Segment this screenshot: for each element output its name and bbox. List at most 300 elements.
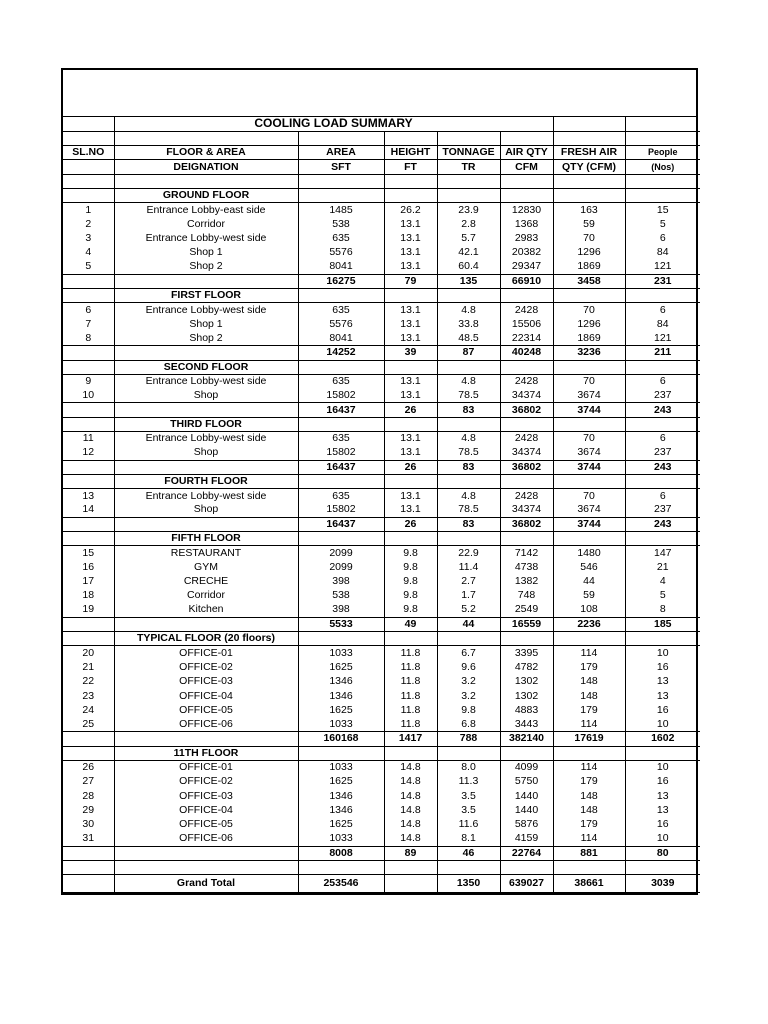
cell-tonnage: 22.9: [437, 546, 500, 560]
header-freshair: QTY (CFM): [553, 160, 625, 174]
floor-name: GROUND FLOOR: [114, 188, 298, 202]
cell-tonnage: 42.1: [437, 246, 500, 260]
floor-name: FIRST FLOOR: [114, 289, 298, 303]
table-row: [63, 231, 700, 245]
cell-freshair: 1869: [553, 260, 625, 274]
subtotal-row: [63, 403, 700, 417]
table-row: [63, 303, 700, 317]
floor-heading-row: [63, 746, 700, 760]
cell-area: 5576: [298, 317, 384, 331]
cell-people: 6: [625, 303, 700, 317]
header-row1: [63, 146, 700, 160]
cell-people: 6: [625, 489, 700, 503]
cell-freshair: 546: [553, 560, 625, 574]
cell-slno: 12: [63, 446, 114, 460]
header-slno: [63, 160, 114, 174]
subtotal-freshair: 3236: [553, 346, 625, 360]
header-tonnage: TONNAGE: [437, 146, 500, 160]
empty-cell: [114, 346, 298, 360]
cell-tonnage: 4.8: [437, 374, 500, 388]
empty-cell: [384, 417, 437, 431]
cell-airqty: 4738: [500, 560, 553, 574]
floor-heading-row: [63, 289, 700, 303]
subtotal-tonnage: 44: [437, 617, 500, 631]
cell-people: 13: [625, 689, 700, 703]
empty-cell: [437, 746, 500, 760]
empty-cell: [63, 732, 114, 746]
cell-airqty: 1440: [500, 789, 553, 803]
cell-area: 8041: [298, 331, 384, 345]
cell-tonnage: 78.5: [437, 389, 500, 403]
cell-area: 1033: [298, 832, 384, 846]
cell-tonnage: 11.3: [437, 775, 500, 789]
subtotal-freshair: 2236: [553, 617, 625, 631]
table-body: [63, 117, 700, 893]
cell-area: 635: [298, 231, 384, 245]
empty-cell: [63, 346, 114, 360]
cell-freshair: 1480: [553, 546, 625, 560]
subtotal-area: 16437: [298, 403, 384, 417]
empty-cell: [437, 474, 500, 488]
cell-freshair: 114: [553, 646, 625, 660]
cell-tonnage: 3.2: [437, 675, 500, 689]
empty-cell: [625, 188, 700, 202]
empty-cell: [384, 174, 437, 188]
cell-designation: CRECHE: [114, 575, 298, 589]
empty-cell: [298, 417, 384, 431]
subtotal-people: 243: [625, 403, 700, 417]
cell-area: 1033: [298, 717, 384, 731]
cell-tonnage: 1.7: [437, 589, 500, 603]
cell-height: 13.1: [384, 446, 437, 460]
header-people: People: [625, 146, 700, 160]
floor-name: TYPICAL FLOOR (20 floors): [114, 632, 298, 646]
cell-airqty: 4159: [500, 832, 553, 846]
grand-total-label: Grand Total: [114, 875, 298, 893]
empty-cell: [63, 188, 114, 202]
cell-designation: OFFICE-02: [114, 660, 298, 674]
empty-cell: [553, 117, 625, 131]
empty-cell: [63, 617, 114, 631]
cell-airqty: 748: [500, 589, 553, 603]
cell-designation: OFFICE-06: [114, 717, 298, 731]
cell-area: 15802: [298, 389, 384, 403]
cell-airqty: 22314: [500, 331, 553, 345]
subtotal-people: 211: [625, 346, 700, 360]
cell-designation: Corridor: [114, 217, 298, 231]
cell-people: 121: [625, 260, 700, 274]
cell-designation: OFFICE-01: [114, 646, 298, 660]
cell-slno: 10: [63, 389, 114, 403]
cell-people: 16: [625, 660, 700, 674]
cell-airqty: 1440: [500, 803, 553, 817]
cell-people: 6: [625, 231, 700, 245]
subtotal-row: [63, 517, 700, 531]
table-row: [63, 717, 700, 731]
subtotal-height: 79: [384, 274, 437, 288]
cell-height: 11.8: [384, 660, 437, 674]
cell-designation: Corridor: [114, 589, 298, 603]
empty-cell: [63, 274, 114, 288]
cell-airqty: 2428: [500, 374, 553, 388]
cell-designation: Entrance Lobby-west side: [114, 303, 298, 317]
cell-area: 635: [298, 489, 384, 503]
cell-freshair: 44: [553, 575, 625, 589]
floor-name: 11TH FLOOR: [114, 746, 298, 760]
cell-designation: OFFICE-03: [114, 675, 298, 689]
subtotal-height: 89: [384, 846, 437, 860]
cell-height: 9.8: [384, 589, 437, 603]
empty-cell: [63, 532, 114, 546]
cell-designation: Entrance Lobby-west side: [114, 489, 298, 503]
subtotal-tonnage: 46: [437, 846, 500, 860]
table-row: [63, 660, 700, 674]
subtotal-airqty: 16559: [500, 617, 553, 631]
empty-cell: [625, 474, 700, 488]
subtotal-row: [63, 460, 700, 474]
cell-height: 14.8: [384, 818, 437, 832]
table-row: [63, 775, 700, 789]
empty-cell: [553, 360, 625, 374]
cell-freshair: 3674: [553, 503, 625, 517]
cell-slno: 30: [63, 818, 114, 832]
cell-freshair: 163: [553, 203, 625, 217]
cell-airqty: 1302: [500, 689, 553, 703]
subtotal-area: 16437: [298, 460, 384, 474]
cell-tonnage: 78.5: [437, 446, 500, 460]
cell-designation: Shop: [114, 389, 298, 403]
subtotal-tonnage: 83: [437, 460, 500, 474]
cell-height: 13.1: [384, 374, 437, 388]
floor-name: SECOND FLOOR: [114, 360, 298, 374]
cell-height: 13.1: [384, 303, 437, 317]
cell-tonnage: 4.8: [437, 303, 500, 317]
cell-designation: OFFICE-04: [114, 803, 298, 817]
empty-cell: [437, 131, 500, 145]
empty-cell: [63, 875, 114, 893]
empty-cell: [625, 117, 700, 131]
subtotal-airqty: 382140: [500, 732, 553, 746]
cell-slno: 7: [63, 317, 114, 331]
empty-cell: [114, 174, 298, 188]
cell-freshair: 114: [553, 717, 625, 731]
cell-area: 635: [298, 303, 384, 317]
cell-airqty: 5750: [500, 775, 553, 789]
cell-height: 13.1: [384, 246, 437, 260]
cell-freshair: 179: [553, 703, 625, 717]
table-row: [63, 432, 700, 446]
empty-cell: [437, 174, 500, 188]
cell-people: 16: [625, 775, 700, 789]
cell-freshair: 1296: [553, 317, 625, 331]
cell-area: 1346: [298, 675, 384, 689]
cell-tonnage: 3.5: [437, 803, 500, 817]
empty-cell: [384, 131, 437, 145]
empty-cell: [625, 632, 700, 646]
page-title: COOLING LOAD SUMMARY: [114, 117, 553, 131]
cell-designation: Shop: [114, 446, 298, 460]
header-designation: FLOOR & AREA: [114, 146, 298, 160]
cell-tonnage: 2.8: [437, 217, 500, 231]
cell-people: 237: [625, 389, 700, 403]
header-freshair: FRESH AIR: [553, 146, 625, 160]
table-row: [63, 489, 700, 503]
empty-cell: [553, 632, 625, 646]
empty-cell: [625, 746, 700, 760]
cell-airqty: 3395: [500, 646, 553, 660]
cell-area: 8041: [298, 260, 384, 274]
cell-freshair: 70: [553, 432, 625, 446]
cooling-load-table: [63, 117, 700, 893]
subtotal-airqty: 36802: [500, 517, 553, 531]
cell-people: 121: [625, 331, 700, 345]
cell-area: 635: [298, 432, 384, 446]
empty-cell: [298, 174, 384, 188]
cell-area: 635: [298, 374, 384, 388]
cell-area: 1346: [298, 789, 384, 803]
cell-tonnage: 3.2: [437, 689, 500, 703]
empty-cell: [500, 860, 553, 874]
header-slno: SL.NO: [63, 146, 114, 160]
cell-slno: 27: [63, 775, 114, 789]
empty-cell: [500, 532, 553, 546]
cell-area: 1346: [298, 803, 384, 817]
cell-designation: Shop 2: [114, 260, 298, 274]
empty-cell: [625, 174, 700, 188]
cell-people: 13: [625, 803, 700, 817]
cell-designation: Shop 1: [114, 317, 298, 331]
empty-cell: [500, 746, 553, 760]
empty-cell: [298, 746, 384, 760]
subtotal-people: 243: [625, 517, 700, 531]
cell-height: 11.8: [384, 646, 437, 660]
floor-name: THIRD FLOOR: [114, 417, 298, 431]
subtotal-people: 243: [625, 460, 700, 474]
subtotal-height: 1417: [384, 732, 437, 746]
cell-slno: 17: [63, 575, 114, 589]
grand-total-people: 3039: [625, 875, 700, 893]
cell-slno: 3: [63, 231, 114, 245]
cell-freshair: 179: [553, 775, 625, 789]
cell-airqty: 5876: [500, 818, 553, 832]
cell-area: 2099: [298, 560, 384, 574]
subtotal-people: 231: [625, 274, 700, 288]
empty-cell: [500, 188, 553, 202]
cell-area: 1033: [298, 760, 384, 774]
subtotal-area: 16275: [298, 274, 384, 288]
cell-height: 26.2: [384, 203, 437, 217]
cell-height: 11.8: [384, 675, 437, 689]
cell-freshair: 3674: [553, 446, 625, 460]
subtotal-area: 160168: [298, 732, 384, 746]
sheet-header-blank: [63, 70, 696, 117]
cell-freshair: 70: [553, 231, 625, 245]
cell-airqty: 34374: [500, 446, 553, 460]
table-row: [63, 317, 700, 331]
cell-tonnage: 48.5: [437, 331, 500, 345]
empty-cell: [500, 289, 553, 303]
cell-area: 1625: [298, 818, 384, 832]
empty-cell: [114, 860, 298, 874]
cell-people: 5: [625, 217, 700, 231]
empty-cell: [437, 860, 500, 874]
subtotal-height: 49: [384, 617, 437, 631]
cell-area: 1485: [298, 203, 384, 217]
floor-heading-row: [63, 474, 700, 488]
cell-height: 13.1: [384, 260, 437, 274]
cell-tonnage: 8.1: [437, 832, 500, 846]
empty-cell: [114, 403, 298, 417]
cell-slno: 8: [63, 331, 114, 345]
table-row: [63, 503, 700, 517]
cell-tonnage: 6.8: [437, 717, 500, 731]
cell-area: 398: [298, 575, 384, 589]
empty-cell: [298, 360, 384, 374]
cell-designation: Shop 2: [114, 331, 298, 345]
grand-total-freshair: 38661: [553, 875, 625, 893]
empty-cell: [625, 417, 700, 431]
empty-cell: [625, 131, 700, 145]
cell-tonnage: 2.7: [437, 575, 500, 589]
subtotal-airqty: 22764: [500, 846, 553, 860]
cell-airqty: 29347: [500, 260, 553, 274]
cell-designation: Shop: [114, 503, 298, 517]
cell-freshair: 148: [553, 803, 625, 817]
cell-designation: OFFICE-04: [114, 689, 298, 703]
cell-height: 14.8: [384, 803, 437, 817]
header-area: AREA: [298, 146, 384, 160]
cell-area: 538: [298, 589, 384, 603]
table-row: [63, 675, 700, 689]
cell-people: 10: [625, 832, 700, 846]
header-people: (Nos): [625, 160, 700, 174]
header-height: HEIGHT: [384, 146, 437, 160]
empty-cell: [298, 632, 384, 646]
empty-cell: [63, 474, 114, 488]
empty-cell: [500, 417, 553, 431]
empty-cell: [553, 474, 625, 488]
empty-cell: [553, 860, 625, 874]
floor-heading-row: [63, 417, 700, 431]
cell-designation: OFFICE-02: [114, 775, 298, 789]
cell-tonnage: 8.0: [437, 760, 500, 774]
cell-slno: 28: [63, 789, 114, 803]
table-row: [63, 446, 700, 460]
subtotal-freshair: 3744: [553, 517, 625, 531]
cell-people: 147: [625, 546, 700, 560]
empty-cell: [298, 860, 384, 874]
cell-designation: OFFICE-06: [114, 832, 298, 846]
cell-freshair: 114: [553, 760, 625, 774]
floor-heading-row: [63, 360, 700, 374]
cell-area: 1346: [298, 689, 384, 703]
subtotal-height: 26: [384, 517, 437, 531]
empty-cell: [553, 174, 625, 188]
empty-cell: [298, 289, 384, 303]
cell-people: 84: [625, 246, 700, 260]
subtotal-people: 185: [625, 617, 700, 631]
header-row2: [63, 160, 700, 174]
table-row: [63, 646, 700, 660]
cell-slno: 4: [63, 246, 114, 260]
cell-people: 4: [625, 575, 700, 589]
subtotal-area: 14252: [298, 346, 384, 360]
empty-cell: [500, 474, 553, 488]
empty-cell: [114, 732, 298, 746]
cell-tonnage: 33.8: [437, 317, 500, 331]
cell-slno: 6: [63, 303, 114, 317]
cell-slno: 22: [63, 675, 114, 689]
header-area: SFT: [298, 160, 384, 174]
cell-freshair: 70: [553, 374, 625, 388]
header-airqty: CFM: [500, 160, 553, 174]
cell-height: 9.8: [384, 603, 437, 617]
empty-cell: [114, 617, 298, 631]
subtotal-airqty: 36802: [500, 460, 553, 474]
floor-name: FOURTH FLOOR: [114, 474, 298, 488]
empty-cell: [63, 846, 114, 860]
cell-freshair: 148: [553, 675, 625, 689]
cell-airqty: 20382: [500, 246, 553, 260]
cell-designation: OFFICE-05: [114, 703, 298, 717]
cell-freshair: 59: [553, 217, 625, 231]
cell-area: 1625: [298, 703, 384, 717]
cell-tonnage: 60.4: [437, 260, 500, 274]
cell-tonnage: 9.6: [437, 660, 500, 674]
cell-slno: 15: [63, 546, 114, 560]
cell-freshair: 179: [553, 818, 625, 832]
table-row: [63, 546, 700, 560]
cell-people: 10: [625, 646, 700, 660]
cell-designation: OFFICE-01: [114, 760, 298, 774]
floor-heading-row: [63, 532, 700, 546]
subtotal-people: 1602: [625, 732, 700, 746]
empty-cell: [63, 174, 114, 188]
table-row: [63, 689, 700, 703]
cell-tonnage: 5.7: [437, 231, 500, 245]
subtotal-height: 26: [384, 460, 437, 474]
cell-area: 1625: [298, 775, 384, 789]
cell-height: 11.8: [384, 717, 437, 731]
empty-cell: [63, 131, 114, 145]
subtotal-freshair: 3744: [553, 460, 625, 474]
cell-airqty: 2428: [500, 432, 553, 446]
cell-designation: RESTAURANT: [114, 546, 298, 560]
cell-slno: 31: [63, 832, 114, 846]
cell-slno: 29: [63, 803, 114, 817]
empty-cell: [384, 860, 437, 874]
subtotal-tonnage: 788: [437, 732, 500, 746]
subtotal-tonnage: 87: [437, 346, 500, 360]
empty-cell: [114, 846, 298, 860]
subtotal-airqty: 36802: [500, 403, 553, 417]
table-row: [63, 789, 700, 803]
cell-height: 13.1: [384, 217, 437, 231]
cell-slno: 16: [63, 560, 114, 574]
cell-slno: 13: [63, 489, 114, 503]
cell-area: 5576: [298, 246, 384, 260]
subtotal-tonnage: 83: [437, 403, 500, 417]
cell-freshair: 3674: [553, 389, 625, 403]
empty-cell: [384, 632, 437, 646]
table-row: [63, 589, 700, 603]
cell-height: 14.8: [384, 789, 437, 803]
empty-cell: [63, 517, 114, 531]
cell-airqty: 2428: [500, 303, 553, 317]
cell-designation: OFFICE-05: [114, 818, 298, 832]
subtotal-row: [63, 617, 700, 631]
cell-slno: 2: [63, 217, 114, 231]
